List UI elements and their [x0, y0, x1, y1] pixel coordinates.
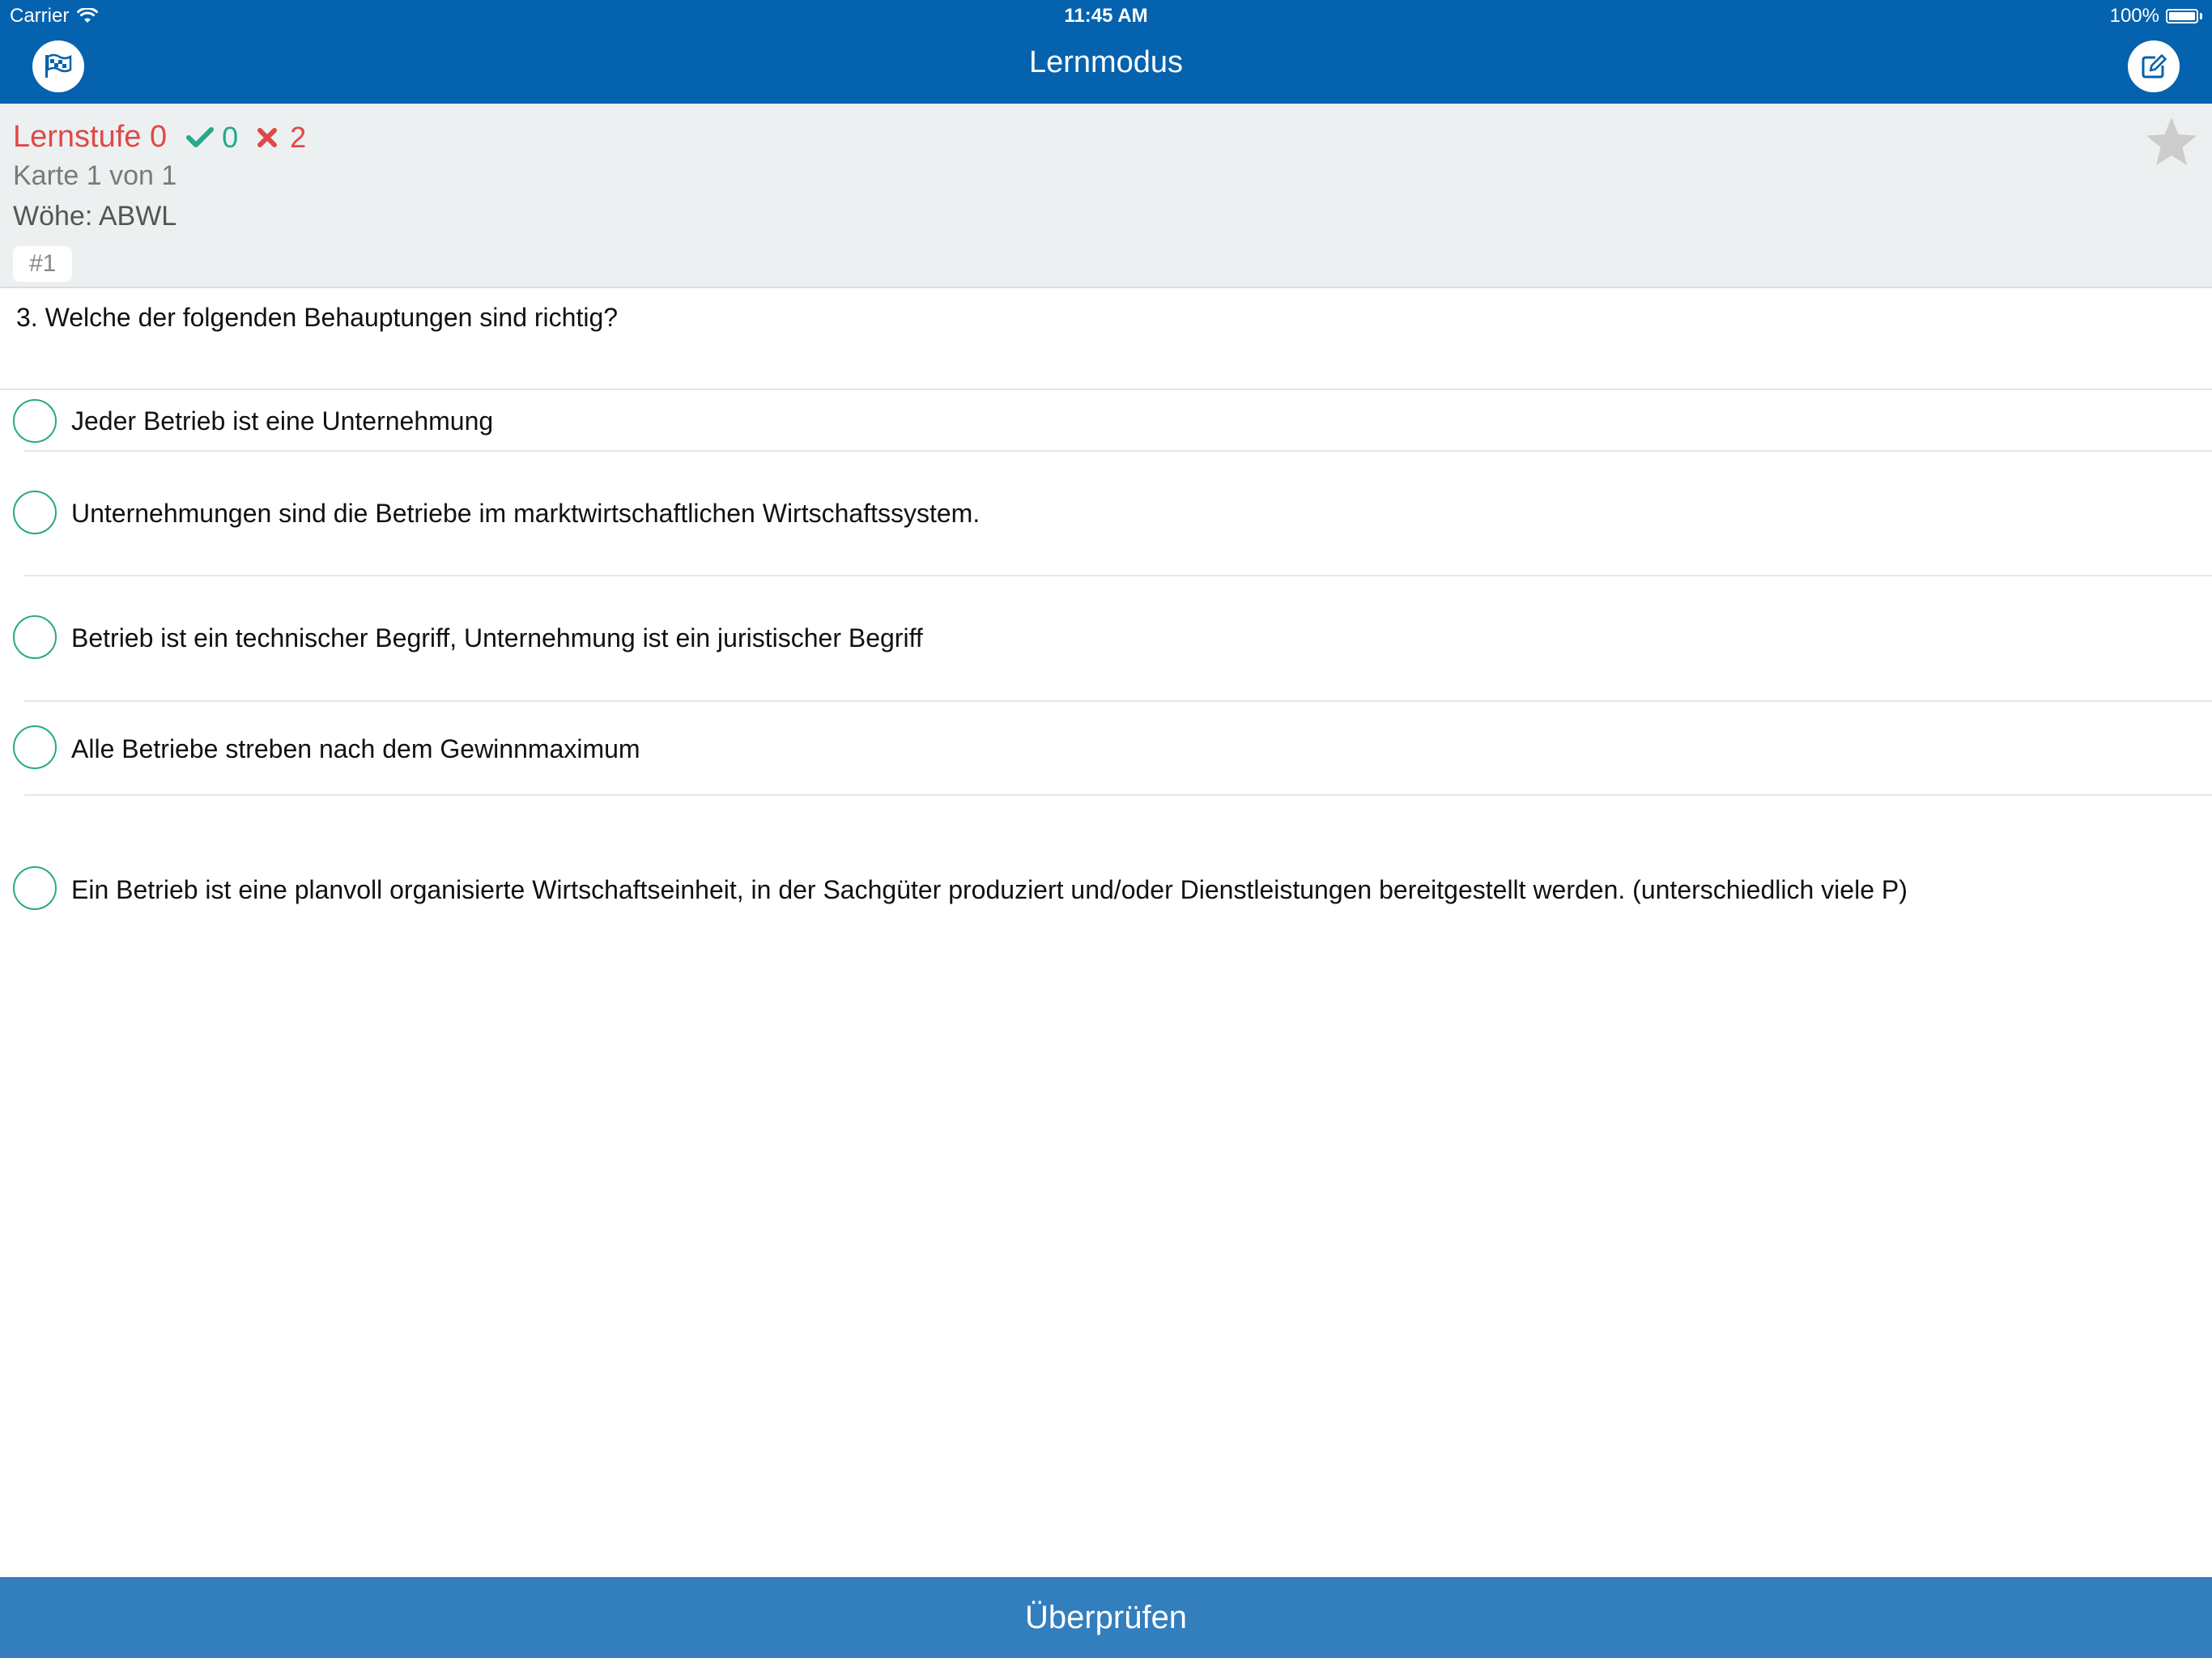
carrier-label: Carrier: [10, 5, 70, 27]
checkmark-icon: [186, 126, 214, 149]
answer-text: Unternehmungen sind die Betriebe im marktwirtschaftlichen Wirtschaftssystem.: [71, 499, 981, 528]
answer-option-5[interactable]: [0, 796, 2212, 966]
star-icon[interactable]: [2144, 115, 2199, 170]
answer-text: Alle Betriebe streben nach dem Gewinnmaximum: [71, 734, 640, 763]
radio-button[interactable]: [13, 399, 57, 443]
answer-option-2[interactable]: [0, 452, 2212, 576]
check-button[interactable]: Überprüfen: [0, 1577, 2212, 1658]
answer-text: Ein Betrieb ist eine planvoll organisierte Wirtschaftseinheit, in der Sachgüter produziert und/oder Dienstleistungen bereitgestellt werden. (unterschiedlich viele P): [71, 875, 1908, 904]
wrong-count: 2: [290, 120, 307, 154]
edit-button[interactable]: [2128, 40, 2180, 92]
answer-text: Betrieb ist ein technischer Begriff, Unternehmung ist ein juristischer Begriff: [71, 623, 923, 653]
level-row: [13, 120, 306, 155]
navigation-bar: [0, 0, 2212, 104]
battery-tip: [2200, 13, 2202, 19]
status-battery: [2110, 5, 2202, 28]
battery-fill: [2169, 12, 2195, 20]
deck-name: Wöhe: ABWL: [13, 201, 177, 232]
answer-option-1[interactable]: [0, 390, 2212, 452]
answer-option-4[interactable]: [0, 702, 2212, 794]
level-label: Lernstufe 0: [13, 120, 168, 154]
status-time: 11:45 AM: [1064, 5, 1148, 27]
correct-count: 0: [222, 120, 239, 154]
radio-button[interactable]: [13, 725, 57, 769]
radio-button[interactable]: [13, 491, 57, 534]
battery-percent: 100%: [2109, 5, 2159, 27]
radio-button[interactable]: [13, 615, 57, 659]
tag-badge[interactable]: #1: [13, 246, 72, 282]
card-info-panel: [0, 104, 2212, 288]
question-text: 3. Welche der folgenden Behauptungen sind richtig?: [16, 303, 619, 332]
card-position: Karte 1 von 1: [13, 160, 177, 191]
answer-option-3[interactable]: [0, 576, 2212, 701]
answer-text: Jeder Betrieb ist eine Unternehmung: [71, 406, 494, 436]
nav-title: Lernmodus: [1028, 45, 1184, 79]
edit-icon: [2139, 52, 2168, 81]
radio-button[interactable]: [13, 866, 57, 910]
battery-icon: [2166, 9, 2198, 23]
cross-icon: [256, 126, 279, 149]
